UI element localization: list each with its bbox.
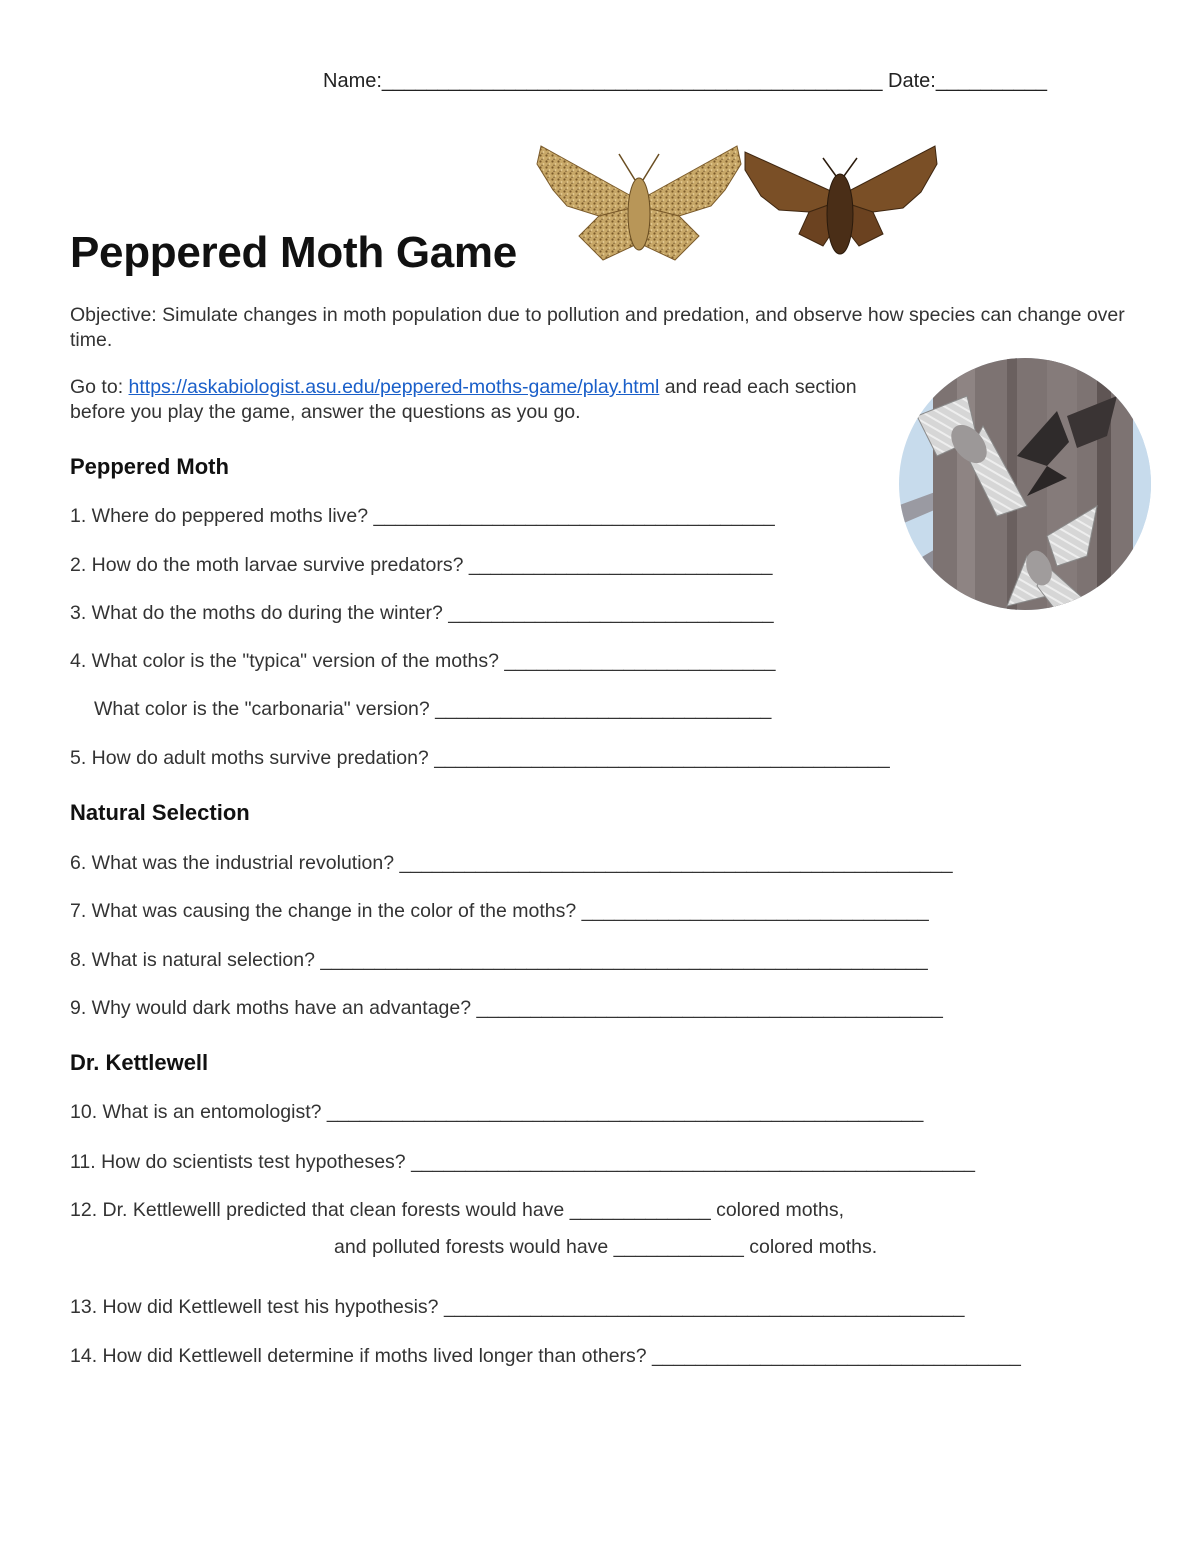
page-title: Peppered Moth Game <box>70 228 517 277</box>
section-heading-kettlewell: Dr. Kettlewell <box>70 1050 209 1075</box>
moths-on-tree-illustration <box>897 356 1153 612</box>
goto-prefix: Go to: <box>70 376 129 398</box>
name-date-line <box>323 70 1047 93</box>
question-8: 8. What is natural selection? ________________________________________________________ <box>70 949 928 971</box>
question-12b: and polluted forests would have ____________ colored moths. <box>334 1236 878 1258</box>
name-blank: _____________________________________________ <box>381 70 883 92</box>
question-1: 1. Where do peppered moths live? _____________________________________ <box>70 505 775 527</box>
question-9: 9. Why would dark moths have an advantage? ___________________________________________ <box>70 997 943 1019</box>
section-heading-natural-selection: Natural Selection <box>70 800 250 825</box>
goto-instructions <box>70 375 880 425</box>
game-link[interactable]: https://askabiologist.asu.edu/peppered-moths-game/play.html <box>128 376 660 398</box>
moth-photos <box>533 142 941 266</box>
question-4a: 4. What color is the "typica" version of the moths? _________________________ <box>70 650 776 672</box>
question-5: 5. How do adult moths survive predation? __________________________________________ <box>70 747 890 769</box>
moths-image <box>533 142 941 266</box>
question-4b: What color is the "carbonaria" version? _______________________________ <box>94 698 772 720</box>
question-7: 7. What was causing the change in the color of the moths? ________________________________ <box>70 900 929 922</box>
date-label: Date: <box>888 70 936 92</box>
question-14: 14. How did Kettlewell determine if moths lived longer than others? __________________________________ <box>70 1345 1021 1367</box>
goto-suffix: and read each section before you play the game, answer the questions as you go. <box>70 376 857 423</box>
objective-text: Objective: Simulate changes in moth population due to pollution and predation, and observe how species can change over time. <box>70 304 1125 351</box>
tree-moths-image <box>897 356 1153 612</box>
question-3: 3. What do the moths do during the winter? ______________________________ <box>70 602 774 624</box>
date-blank: __________ <box>935 70 1048 92</box>
light-moth-icon <box>537 146 741 260</box>
question-12a: 12. Dr. Kettlewelll predicted that clean forests would have _____________ colored moths, <box>70 1199 844 1221</box>
question-2: 2. How do the moth larvae survive predators? ____________________________ <box>70 554 773 576</box>
question-10: 10. What is an entomologist? _______________________________________________________ <box>70 1101 924 1123</box>
question-6: 6. What was the industrial revolution? ___________________________________________________ <box>70 852 953 874</box>
question-13: 13. How did Kettlewell test his hypothesis? ________________________________________________ <box>70 1296 965 1318</box>
question-11: 11. How do scientists test hypotheses? ____________________________________________________ <box>70 1151 976 1173</box>
section-heading-peppered-moth: Peppered Moth <box>70 454 229 479</box>
name-label: Name: <box>323 70 382 92</box>
dark-moth-icon <box>745 146 937 254</box>
